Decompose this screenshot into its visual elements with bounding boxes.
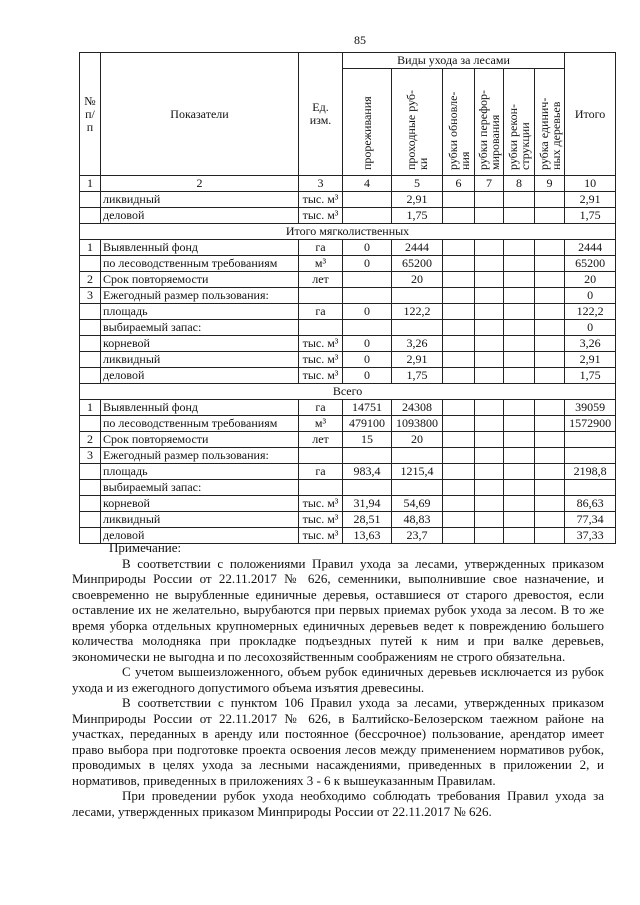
note-paragraph: В соответствии с пунктом 106 Правил ухода за лесами, утвержденных приказом Минприроды России от 22.11.2017 № 626, в Балтийско-Белозерском таежном районе на участках, переданных в аренду или постоянное (бессрочное) пользование, арендатор имеет право выбора при подготовке проекта освоения лесов между применением нормативов рубок, проводимых в целях ухода за лесными насаждениями, приведенных в приложении 2, и нормативов, приведенных в приложениях 3 - 6 к вышеуказанным Правилам. — [72, 695, 604, 788]
column-number: 6 — [443, 176, 475, 192]
value-passage: 1,75 — [392, 368, 443, 384]
value-thinning: 13,63 — [343, 528, 392, 544]
value-total: 20 — [565, 272, 616, 288]
row-number — [80, 304, 101, 320]
value-passage: 20 — [392, 272, 443, 288]
value-single-trees — [535, 304, 565, 320]
value-thinning: 0 — [343, 352, 392, 368]
indicator: по лесоводственным требованиям — [101, 416, 299, 432]
header-unit: Ед. изм. — [299, 53, 343, 176]
header-care-types: Виды ухода за лесами — [343, 53, 565, 69]
unit: га — [299, 400, 343, 416]
table-row — [80, 320, 616, 336]
value-single-trees — [535, 496, 565, 512]
indicator: деловой — [101, 208, 299, 224]
value-passage — [392, 320, 443, 336]
value-reconstruction — [504, 480, 535, 496]
value-total — [565, 432, 616, 448]
value-renewal — [443, 272, 475, 288]
row-number: 1 — [80, 400, 101, 416]
header-care-type-label: рубки перефор- мирования — [476, 89, 502, 170]
row-number — [80, 480, 101, 496]
value-renewal — [443, 512, 475, 528]
value-thinning — [343, 448, 392, 464]
value-passage — [392, 448, 443, 464]
value-total: 37,33 — [565, 528, 616, 544]
value-passage: 48,83 — [392, 512, 443, 528]
value-reconstruction — [504, 272, 535, 288]
value-single-trees — [535, 352, 565, 368]
forest-care-table — [79, 52, 616, 544]
value-total: 86,63 — [565, 496, 616, 512]
value-renewal — [443, 448, 475, 464]
row-number — [80, 368, 101, 384]
value-total: 1,75 — [565, 368, 616, 384]
value-single-trees — [535, 320, 565, 336]
value-passage: 1215,4 — [392, 464, 443, 480]
value-single-trees — [535, 432, 565, 448]
value-single-trees — [535, 256, 565, 272]
section-label: Всего — [80, 384, 616, 400]
row-number: 3 — [80, 448, 101, 464]
value-passage — [392, 288, 443, 304]
value-total — [565, 448, 616, 464]
column-number: 3 — [299, 176, 343, 192]
row-number: 2 — [80, 432, 101, 448]
value-reformation — [475, 480, 504, 496]
value-reconstruction — [504, 256, 535, 272]
value-reformation — [475, 336, 504, 352]
value-single-trees — [535, 288, 565, 304]
value-renewal — [443, 432, 475, 448]
table-row — [80, 512, 616, 528]
table-row — [80, 272, 616, 288]
indicator: площадь — [101, 304, 299, 320]
value-total — [565, 480, 616, 496]
value-reconstruction — [504, 368, 535, 384]
value-reformation — [475, 288, 504, 304]
unit: тыс. м³ — [299, 336, 343, 352]
column-number: 10 — [565, 176, 616, 192]
value-thinning: 983,4 — [343, 464, 392, 480]
indicator: Выявленный фонд — [101, 400, 299, 416]
indicator: Ежегодный размер пользования: — [101, 448, 299, 464]
value-renewal — [443, 416, 475, 432]
value-passage: 1,75 — [392, 208, 443, 224]
indicator: Выявленный фонд — [101, 240, 299, 256]
value-thinning: 479100 — [343, 416, 392, 432]
column-number: 7 — [475, 176, 504, 192]
value-reconstruction — [504, 240, 535, 256]
value-total: 2,91 — [565, 192, 616, 208]
unit: тыс. м³ — [299, 368, 343, 384]
row-number — [80, 256, 101, 272]
row-number — [80, 464, 101, 480]
unit: тыс. м³ — [299, 352, 343, 368]
header-indicator: Показатели — [101, 53, 299, 176]
value-thinning: 31,94 — [343, 496, 392, 512]
indicator: ликвидный — [101, 192, 299, 208]
value-thinning: 0 — [343, 368, 392, 384]
value-total: 2198,8 — [565, 464, 616, 480]
header-care-type — [392, 69, 443, 176]
value-reformation — [475, 352, 504, 368]
value-thinning: 15 — [343, 432, 392, 448]
value-reconstruction — [504, 192, 535, 208]
table-row — [80, 432, 616, 448]
indicator: ликвидный — [101, 352, 299, 368]
value-renewal — [443, 464, 475, 480]
value-renewal — [443, 240, 475, 256]
value-renewal — [443, 304, 475, 320]
section-label: Итого мягколиственных — [80, 224, 616, 240]
table-row — [80, 208, 616, 224]
value-thinning — [343, 208, 392, 224]
table-row — [80, 240, 616, 256]
note-section — [72, 540, 604, 819]
value-renewal — [443, 480, 475, 496]
unit: га — [299, 464, 343, 480]
section-row — [80, 384, 616, 400]
note-title: Примечание: — [109, 540, 182, 555]
value-renewal — [443, 288, 475, 304]
table-row — [80, 288, 616, 304]
header-care-type-label: рубка единич- ных деревьев — [536, 97, 563, 170]
value-thinning: 28,51 — [343, 512, 392, 528]
value-reformation — [475, 368, 504, 384]
value-reconstruction — [504, 432, 535, 448]
indicator: выбираемый запас: — [101, 480, 299, 496]
value-thinning: 14751 — [343, 400, 392, 416]
value-single-trees — [535, 464, 565, 480]
value-reformation — [475, 400, 504, 416]
value-passage — [392, 480, 443, 496]
value-reconstruction — [504, 288, 535, 304]
row-number — [80, 192, 101, 208]
value-reformation — [475, 320, 504, 336]
table-row — [80, 448, 616, 464]
value-reformation — [475, 304, 504, 320]
row-number: 3 — [80, 288, 101, 304]
value-reconstruction — [504, 336, 535, 352]
table-row — [80, 400, 616, 416]
section-row — [80, 224, 616, 240]
unit: лет — [299, 432, 343, 448]
indicator: по лесоводственным требованиям — [101, 256, 299, 272]
unit — [299, 448, 343, 464]
value-thinning: 0 — [343, 256, 392, 272]
header-num: № п/п — [80, 53, 101, 176]
value-total: 122,2 — [565, 304, 616, 320]
unit: м³ — [299, 416, 343, 432]
value-passage: 65200 — [392, 256, 443, 272]
row-number — [80, 352, 101, 368]
row-number — [80, 320, 101, 336]
value-reformation — [475, 512, 504, 528]
value-reformation — [475, 240, 504, 256]
value-renewal — [443, 352, 475, 368]
value-reformation — [475, 272, 504, 288]
row-number — [80, 208, 101, 224]
value-total: 2444 — [565, 240, 616, 256]
unit: га — [299, 240, 343, 256]
value-single-trees — [535, 512, 565, 528]
indicator: корневой — [101, 496, 299, 512]
unit: лет — [299, 272, 343, 288]
header-care-type-label: рубки обновле- ния — [445, 91, 472, 170]
row-number — [80, 512, 101, 528]
table-row — [80, 480, 616, 496]
indicator: ликвидный — [101, 512, 299, 528]
value-thinning — [343, 272, 392, 288]
value-reconstruction — [504, 320, 535, 336]
table-row — [80, 336, 616, 352]
note-paragraph: При проведении рубок ухода необходимо соблюдать требования Правил ухода за лесами, утвержденных приказом Минприроды России от 22.11.2017 № 626. — [72, 788, 604, 819]
header-care-type — [343, 69, 392, 176]
value-thinning: 0 — [343, 336, 392, 352]
value-thinning: 0 — [343, 304, 392, 320]
value-reformation — [475, 416, 504, 432]
row-number — [80, 496, 101, 512]
value-single-trees — [535, 400, 565, 416]
table-row — [80, 192, 616, 208]
unit: м³ — [299, 256, 343, 272]
value-reformation — [475, 256, 504, 272]
page-number: 85 — [354, 33, 366, 47]
value-reconstruction — [504, 512, 535, 528]
table-row — [80, 416, 616, 432]
value-single-trees — [535, 368, 565, 384]
unit: га — [299, 304, 343, 320]
value-renewal — [443, 336, 475, 352]
value-reformation — [475, 192, 504, 208]
unit — [299, 320, 343, 336]
value-total: 1572900 — [565, 416, 616, 432]
value-single-trees — [535, 240, 565, 256]
column-number: 9 — [535, 176, 565, 192]
table-row — [80, 304, 616, 320]
value-total: 2,91 — [565, 352, 616, 368]
value-total: 65200 — [565, 256, 616, 272]
value-single-trees — [535, 208, 565, 224]
indicator: деловой — [101, 528, 299, 544]
value-passage: 54,69 — [392, 496, 443, 512]
indicator: выбираемый запас: — [101, 320, 299, 336]
table-row — [80, 352, 616, 368]
value-single-trees — [535, 272, 565, 288]
value-total: 3,26 — [565, 336, 616, 352]
value-reconstruction — [504, 448, 535, 464]
value-reformation — [475, 496, 504, 512]
value-thinning — [343, 320, 392, 336]
value-passage: 2444 — [392, 240, 443, 256]
value-single-trees — [535, 448, 565, 464]
value-passage: 2,91 — [392, 352, 443, 368]
unit: тыс. м³ — [299, 512, 343, 528]
value-passage: 1093800 — [392, 416, 443, 432]
value-reconstruction — [504, 416, 535, 432]
row-number: 2 — [80, 272, 101, 288]
value-single-trees — [535, 336, 565, 352]
value-renewal — [443, 320, 475, 336]
column-number: 5 — [392, 176, 443, 192]
indicator: Срок повторяемости — [101, 272, 299, 288]
column-number: 4 — [343, 176, 392, 192]
value-renewal — [443, 192, 475, 208]
unit — [299, 288, 343, 304]
indicator: деловой — [101, 368, 299, 384]
row-number — [80, 416, 101, 432]
value-passage: 3,26 — [392, 336, 443, 352]
value-single-trees — [535, 192, 565, 208]
value-reconstruction — [504, 352, 535, 368]
value-single-trees — [535, 480, 565, 496]
value-total: 0 — [565, 320, 616, 336]
column-number: 8 — [504, 176, 535, 192]
value-thinning — [343, 480, 392, 496]
header-care-type — [504, 69, 535, 176]
value-renewal — [443, 256, 475, 272]
value-single-trees — [535, 416, 565, 432]
indicator: Срок повторяемости — [101, 432, 299, 448]
value-reconstruction — [504, 464, 535, 480]
note-paragraph: В соответствии с положениями Правил ухода за лесами, утвержденных приказом Минприроды России от 22.11.2017 № 626, семенники, выполнившие свое назначение, и своевременно не вырубленные единичные деревья, оставшиеся от старого древостоя, если оставление их не желательно, вырубаются при первых приемах рубок ухода за лесом. В то же время уборка отдельных крупномерных единичных деревьев ведет к повреждению большего количества молодняка при прокладке подъездных путей к ним и при валке деревьев, экономически не выгодна и по лесохозяйственным соображениям не строго обязательна. — [72, 555, 604, 664]
value-renewal — [443, 496, 475, 512]
value-total: 0 — [565, 288, 616, 304]
note-paragraph: С учетом вышеизложенного, объем рубок единичных деревьев исключается из рубок ухода и из ежегодного допустимого объема изъятия древесины. — [72, 664, 604, 695]
header-care-type-label: рубки рекон- струкции — [506, 103, 532, 170]
value-passage: 2,91 — [392, 192, 443, 208]
header-total: Итого — [565, 53, 616, 176]
value-passage: 20 — [392, 432, 443, 448]
header-care-type — [535, 69, 565, 176]
value-passage: 122,2 — [392, 304, 443, 320]
value-reformation — [475, 448, 504, 464]
value-total: 39059 — [565, 400, 616, 416]
column-number: 2 — [101, 176, 299, 192]
value-thinning — [343, 192, 392, 208]
indicator: корневой — [101, 336, 299, 352]
value-passage: 23,7 — [392, 528, 443, 544]
value-reconstruction — [504, 496, 535, 512]
unit: тыс. м³ — [299, 528, 343, 544]
value-total: 77,34 — [565, 512, 616, 528]
value-thinning: 0 — [343, 240, 392, 256]
table-row — [80, 256, 616, 272]
value-renewal — [443, 368, 475, 384]
row-number — [80, 336, 101, 352]
indicator: Ежегодный размер пользования: — [101, 288, 299, 304]
value-reformation — [475, 208, 504, 224]
value-renewal — [443, 208, 475, 224]
unit: тыс. м³ — [299, 192, 343, 208]
value-reformation — [475, 432, 504, 448]
unit: тыс. м³ — [299, 208, 343, 224]
value-passage: 24308 — [392, 400, 443, 416]
value-renewal — [443, 400, 475, 416]
value-reconstruction — [504, 208, 535, 224]
column-numbering-row — [80, 176, 616, 192]
unit — [299, 480, 343, 496]
column-number: 1 — [80, 176, 101, 192]
value-thinning — [343, 288, 392, 304]
value-reconstruction — [504, 400, 535, 416]
value-total: 1,75 — [565, 208, 616, 224]
header-care-type-label: прореживания — [360, 96, 374, 170]
table-row — [80, 464, 616, 480]
value-reformation — [475, 464, 504, 480]
header-care-type-label: проходные руб- ки — [404, 89, 430, 170]
header-care-type — [475, 69, 504, 176]
table-row — [80, 496, 616, 512]
table-row — [80, 368, 616, 384]
row-number: 1 — [80, 240, 101, 256]
header-care-type — [443, 69, 475, 176]
unit: тыс. м³ — [299, 496, 343, 512]
indicator: площадь — [101, 464, 299, 480]
value-reconstruction — [504, 304, 535, 320]
